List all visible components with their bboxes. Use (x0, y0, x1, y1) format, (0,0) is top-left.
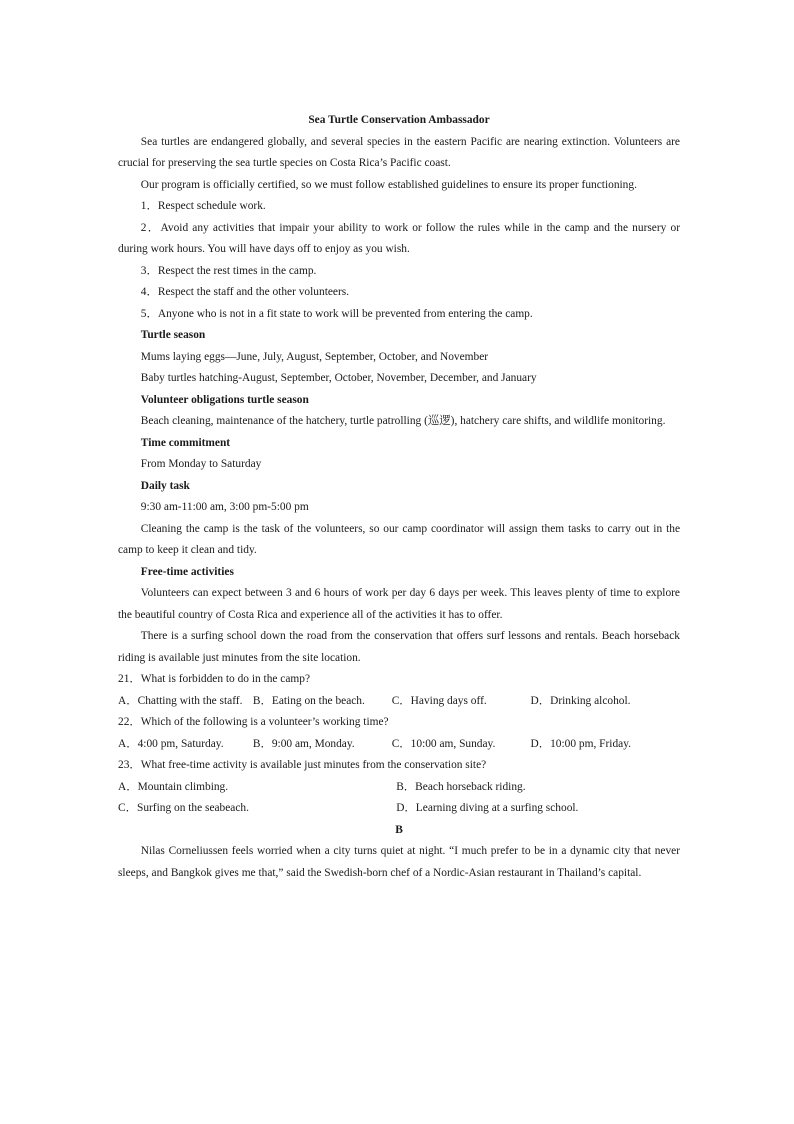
option-a: A．4:00 pm, Saturday. (118, 737, 224, 750)
daily-task-text: Cleaning the camp is the task of the volunteers, so our camp coordinator will assign them tasks to carry out in the camp to keep it clean and tidy. (118, 522, 680, 556)
intro-paragraph: Our program is officially certified, so we must follow established guidelines to ensure its proper functioning. (140, 178, 637, 191)
option-c: C．Surfing on the seabeach. (118, 802, 249, 814)
option-b: B．Beach horseback riding. (396, 780, 526, 793)
document-title: Sea Turtle Conservation Ambassador (308, 114, 490, 126)
time-commitment-heading: Time commitment (140, 436, 231, 449)
question-stem: 23．What free-time activity is available just minutes from the conservation site? (118, 759, 487, 771)
rule-item: 2．Avoid any activities that impair your ability to work or follow the rules while in the camp and the nursery or during work hours. You will have days off to enjoy as you wish. (118, 221, 680, 255)
question-stem: 21．What is forbidden to do in the camp? (118, 673, 311, 685)
option-c: C．10:00 am, Sunday. (391, 737, 496, 750)
obligations-heading: Volunteer obligations turtle season (140, 393, 309, 406)
section-b-label: B (395, 823, 403, 836)
section-b-paragraph: Nilas Corneliussen feels worried when a city turns quiet at night. “I much prefer to be in a dynamic city that never sleeps, and Bangkok gives me that,” said the Swedish-born chef of a Nordic-Asian restaurant in Thailand’s capital. (118, 845, 680, 879)
daily-task-time: 9:30 am-11:00 am, 3:00 pm-5:00 pm (140, 501, 309, 513)
document-page (118, 110, 680, 884)
free-time-paragraph: There is a surfing school down the road from the conservation that offers surf lessons and rentals. Beach horseback riding is available just minutes from the site location. (118, 630, 680, 664)
option-a: A．Chatting with the staff. (118, 694, 243, 707)
option-d: D．Learning diving at a surfing school. (396, 802, 579, 814)
option-d: D．10:00 pm, Friday. (530, 737, 632, 750)
time-commitment-text: From Monday to Saturday (140, 458, 262, 470)
question-options (118, 734, 680, 756)
rule-item: 4．Respect the staff and the other volunteers. (140, 286, 350, 298)
option-d: D．Drinking alcohol. (530, 694, 631, 707)
question-options (118, 798, 680, 820)
daily-task-heading: Daily task (140, 479, 190, 492)
turtle-season-line: Mums laying eggs—June, July, August, September, October, and November (140, 350, 489, 363)
free-time-heading: Free-time activities (140, 565, 234, 578)
question-options (118, 777, 680, 799)
option-b: B．9:00 am, Monday. (252, 737, 355, 750)
turtle-season-heading: Turtle season (140, 329, 206, 341)
question-options (118, 691, 680, 713)
option-a: A．Mountain climbing. (118, 780, 229, 793)
rule-item: 5．Anyone who is not in a fit state to work will be prevented from entering the camp. (140, 307, 533, 320)
free-time-paragraph: Volunteers can expect between 3 and 6 hours of work per day 6 days per week. This leaves plenty of time to explore the beautiful country of Costa Rica and experience all of the activities it has to offer. (118, 587, 680, 621)
rule-item: 1．Respect schedule work. (140, 200, 266, 212)
obligations-text: Beach cleaning, maintenance of the hatchery, turtle patrolling (巡逻), hatchery care shifts, and wildlife monitoring. (140, 415, 666, 427)
question-stem: 22．Which of the following is a volunteer’s working time? (118, 716, 389, 728)
rule-item: 3．Respect the rest times in the camp. (140, 264, 317, 277)
option-b: B．Eating on the beach. (252, 694, 365, 707)
intro-paragraph: Sea turtles are endangered globally, and several species in the eastern Pacific are nearing extinction. Volunteers are crucial for preserving the sea turtle species on Costa Rica’s Pacific coast. (118, 135, 680, 169)
turtle-season-line: Baby turtles hatching-August, September, October, November, December, and January (140, 372, 537, 384)
option-c: C．Having days off. (391, 694, 487, 707)
